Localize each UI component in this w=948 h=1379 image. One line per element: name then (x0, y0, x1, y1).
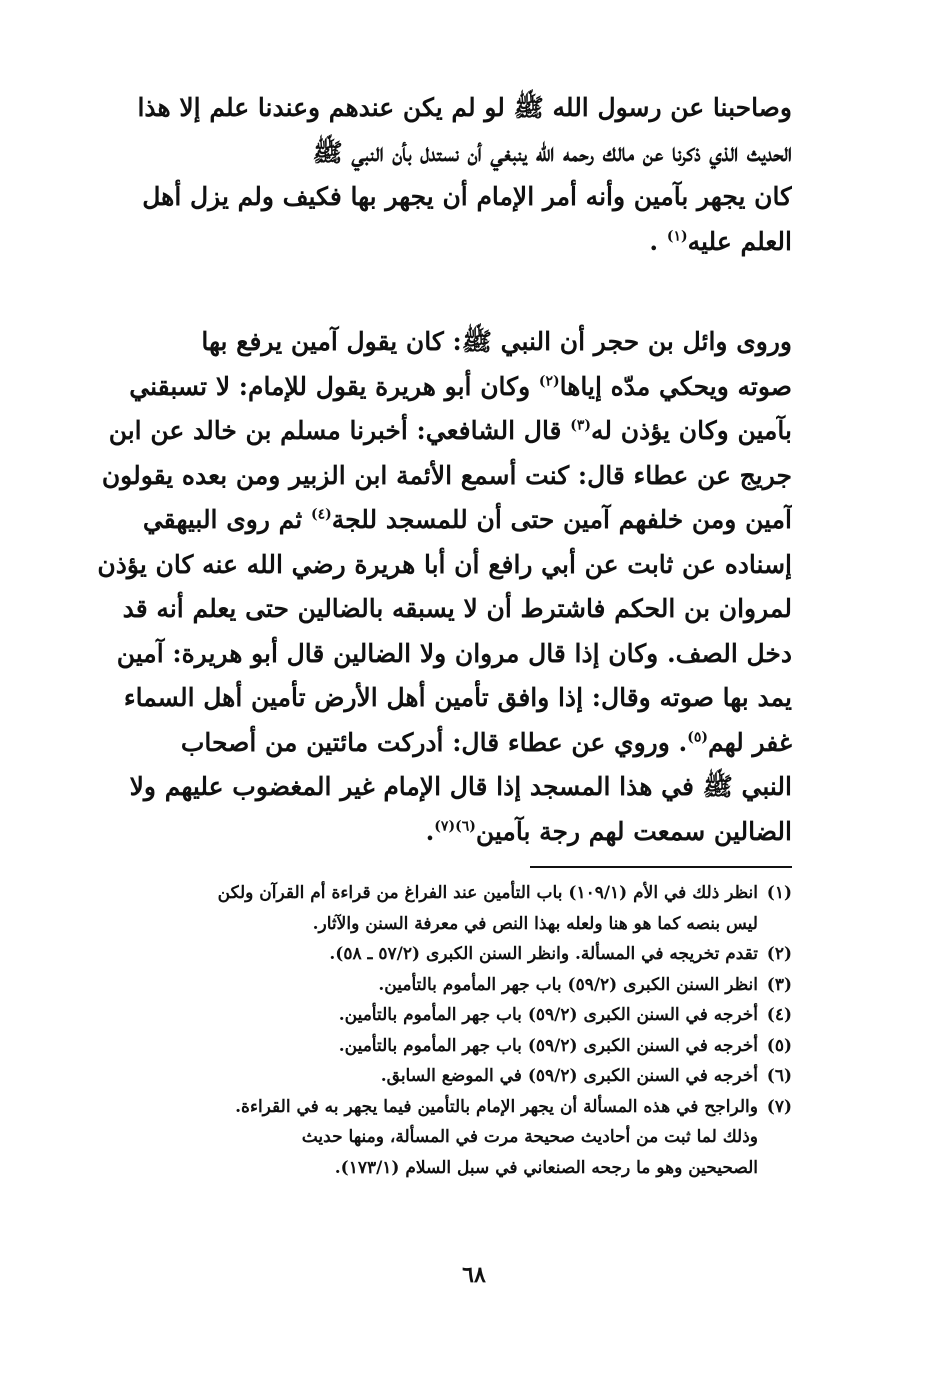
footnote-number: (٢) (766, 944, 792, 964)
text-fragment: العلم عليه (687, 226, 792, 256)
footnote-number: (٧) (766, 1096, 792, 1117)
text-line (92, 409, 792, 454)
footnote-text (96, 1092, 758, 1184)
page-number: ٦٨ (462, 1262, 486, 1288)
text-fragment: بآمين وكان يؤذن له (591, 416, 792, 445)
text-fragment: . (649, 226, 659, 256)
text-fragment: صوته ويحكي مدّه إياها (559, 371, 792, 401)
text-line: دخل الصف. وكان إذا قال مروان ولا الضالين قال أبو هريرة: آمين (116, 638, 792, 668)
text-line: انظر ذلك في الأم (١٠٩/١) باب التأمين عند الفراغ من قراءة أم القرآن ولكن (217, 883, 758, 903)
footnote-2 (96, 939, 792, 970)
text-line (92, 721, 792, 766)
footnote-text (96, 1031, 758, 1062)
text-fragment: . (425, 816, 435, 846)
text-fragment: قال الشافعي: أخبرنا مسلم بن خالد عن ابن (108, 416, 571, 445)
text-line: النبي ﷺ في هذا المسجد إذا قال الإمام غير المغضوب عليهم ولا (129, 772, 792, 801)
footnote-ref-4: (٤) (310, 506, 332, 523)
footnote-text (96, 970, 758, 1001)
text-line: إسناده عن ثابت عن أبي رافع أن أبا هريرة رضي الله عنه كان يؤذن (97, 549, 792, 579)
text-line: لمروان بن الحكم فاشترط أن لا يسبقه بالضالين حتى يعلم أنه قد (122, 594, 792, 623)
footnote-number: (٥) (766, 1035, 792, 1056)
footnote-3 (96, 970, 792, 1001)
text-line (92, 498, 792, 543)
footnote-ref-2: (٢) (538, 373, 560, 390)
text-line: وذلك لما ثبت من أحاديث صحيحة مرت في المسألة، ومنها حديث (301, 1127, 758, 1147)
text-line (92, 810, 792, 855)
footnote-text (96, 1061, 758, 1092)
text-line: أخرجه في السنن الكبرى (٥٩/٢) باب جهر المأموم بالتأمين. (338, 1005, 758, 1025)
text-line: والراجح في هذه المسألة أن يجهر الإمام بالتأمين فيما يجهر به في القراءة. (235, 1096, 758, 1117)
text-line: الحديث الذي ذكرنا عن مالك رحمه الله ينبغي أن نستدل بأن النبي ﷺ (312, 137, 792, 167)
footnote-1 (96, 878, 792, 939)
footnote-number: (٤) (766, 1005, 792, 1025)
footnote-text (96, 939, 758, 970)
text-fragment: غفر لهم (708, 727, 792, 757)
text-fragment: ثم روى البيهقي (142, 505, 311, 534)
footnote-separator (530, 866, 792, 868)
text-fragment: وكان أبو هريرة يقول للإمام: لا تسبقني (129, 371, 539, 401)
footnote-number: (٦) (766, 1066, 792, 1086)
footnote-text (96, 878, 758, 939)
text-line: وصاحبنا عن رسول الله ﷺ لو لم يكن عندهم وعندنا علم إلا هذا (137, 93, 792, 122)
footnote-5 (96, 1031, 792, 1062)
text-line: يمد بها صوته وقال: إذا وافق تأمين أهل الأرض تأمين أهل السماء (123, 683, 792, 712)
body-paragraph-1 (92, 86, 792, 264)
text-line: كان يجهر بآمين وأنه أمر الإمام أن يجهر بها فكيف ولم يزل أهل (142, 182, 792, 211)
body-paragraph-2 (92, 320, 792, 854)
footnote-6 (96, 1061, 792, 1092)
text-line: وروى وائل بن حجر أن النبي ﷺ: كان يقول آمين يرفع بها (201, 327, 792, 356)
footnote-ref-5: (٥) (687, 729, 708, 746)
text-line: انظر السنن الكبرى (٥٩/٢) باب جهر المأموم بالتأمين. (378, 974, 758, 995)
footnote-text (96, 1000, 758, 1031)
text-fragment: . وروي عن عطاء قال: أدركت مائتين من أصحاب (180, 727, 688, 757)
footnote-number: (١) (766, 883, 792, 903)
text-line (92, 220, 792, 265)
text-line: ليس بنصه كما هو هنا ولعله بهذا النص في معرفة السنن والآثار. (312, 913, 758, 934)
text-line: جريج عن عطاء قال: كنت أسمع الأئمة ابن الزبير ومن بعده يقولون (101, 460, 792, 490)
text-line (92, 365, 792, 410)
text-line: تقدم تخريجه في المسألة. وانظر السنن الكبرى (٥٧/٢ ـ ٥٨). (329, 944, 758, 964)
footnotes-list (96, 878, 792, 1183)
text-line: الصحيحين وهو ما رجحه الصنعاني في سبل السلام (١٧٣/١). (334, 1157, 758, 1178)
footnote-ref-6-7: (٦)(٧) (434, 818, 476, 835)
footnote-ref-1: (١) (666, 228, 688, 245)
footnote-7 (96, 1092, 792, 1184)
text-line: أخرجه في السنن الكبرى (٥٩/٢) باب جهر المأموم بالتأمين. (338, 1035, 758, 1056)
footnote-ref-3: (٣) (570, 417, 591, 434)
text-fragment: آمين ومن خلفهم آمين حتى أن للمسجد للجة (331, 505, 792, 534)
text-line: أخرجه في السنن الكبرى (٥٩/٢) في الموضع السابق. (380, 1066, 758, 1086)
footnote-4 (96, 1000, 792, 1031)
footnote-number: (٣) (766, 974, 792, 995)
text-fragment: الضالين سمعت لهم رجة بآمين (475, 816, 792, 846)
